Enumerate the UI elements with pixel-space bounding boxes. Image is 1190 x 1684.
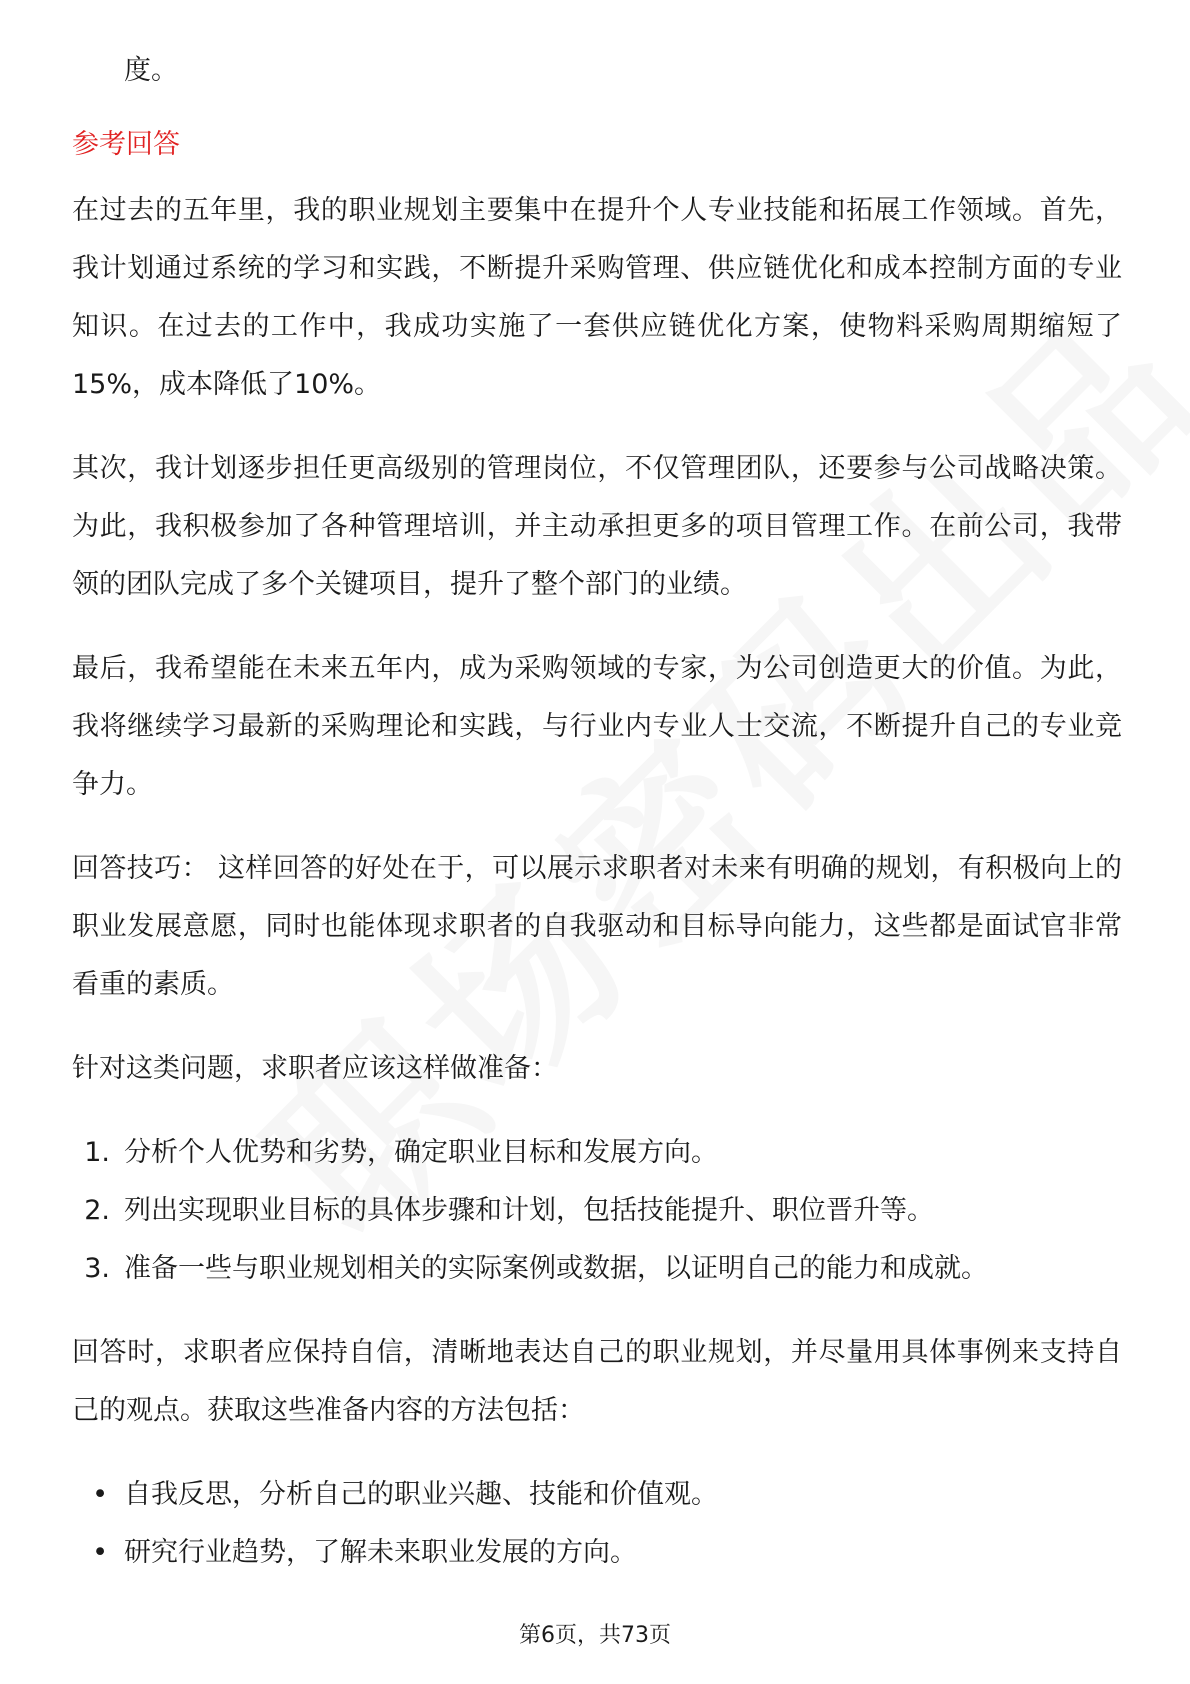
list-item-text: 列出实现职业目标的具体步骤和计划，包括技能提升、职位晋升等。 [124,1195,934,1226]
list-number: 1. [84,1137,110,1168]
bullet-icon: • [92,1537,108,1568]
bullet-icon: • [92,1479,108,1510]
list-item-text: 研究行业趋势，了解未来职业发展的方向。 [124,1537,637,1568]
list-item [72,1466,1122,1524]
answering-advice-paragraph: 回答时，求职者应保持自信，清晰地表达自己的职业规划，并尽量用具体事例来支持自己的观点。获取这些准备内容的方法包括： [72,1337,1122,1426]
section-title: 参考回答 [72,129,180,160]
preparation-intro: 针对这类问题，求职者应该这样做准备： [72,1053,558,1084]
page-footer: 第6页，共73页 [519,1623,671,1648]
list-item [72,1124,1122,1182]
answer-paragraph-3: 最后，我希望能在未来五年内，成为采购领域的专家，为公司创造更大的价值。为此，我将继续学习最新的采购理论和实践，与行业内专业人士交流，不断提升自己的专业竞争力。 [72,653,1122,800]
page-content [72,42,1122,1582]
answer-tips-paragraph: 回答技巧： 这样回答的好处在于，可以展示求职者对未来有明确的规划，有积极向上的职业发展意愿，同时也能体现求职者的自我驱动和目标导向能力，这些都是面试官非常看重的素质。 [72,853,1122,1000]
preparation-steps-list [72,1124,1122,1298]
list-item-text: 分析个人优势和劣势，确定职业目标和发展方向。 [124,1137,718,1168]
list-number: 2. [84,1195,110,1226]
answer-paragraph-1: 在过去的五年里，我的职业规划主要集中在提升个人专业技能和拓展工作领域。首先，我计划通过系统的学习和实践，不断提升采购管理、供应链优化和成本控制方面的专业知识。在过去的工作中，我成功实施了一套供应链优化方案，使物料采购周期缩短了15%，成本降低了10%。 [72,195,1122,400]
methods-bullet-list [72,1466,1122,1582]
continuation-text: 度。 [124,55,178,86]
list-number: 3. [84,1253,110,1284]
list-item [72,1182,1122,1240]
list-item-text: 自我反思，分析自己的职业兴趣、技能和价值观。 [124,1479,718,1510]
list-item-text: 准备一些与职业规划相关的实际案例或数据，以证明自己的能力和成就。 [124,1253,988,1284]
answer-paragraph-2: 其次，我计划逐步担任更高级别的管理岗位，不仅管理团队，还要参与公司战略决策。为此，我积极参加了各种管理培训，并主动承担更多的项目管理工作。在前公司，我带领的团队完成了多个关键项目，提升了整个部门的业绩。 [72,453,1122,600]
list-item [72,1524,1122,1582]
list-item [72,1240,1122,1298]
